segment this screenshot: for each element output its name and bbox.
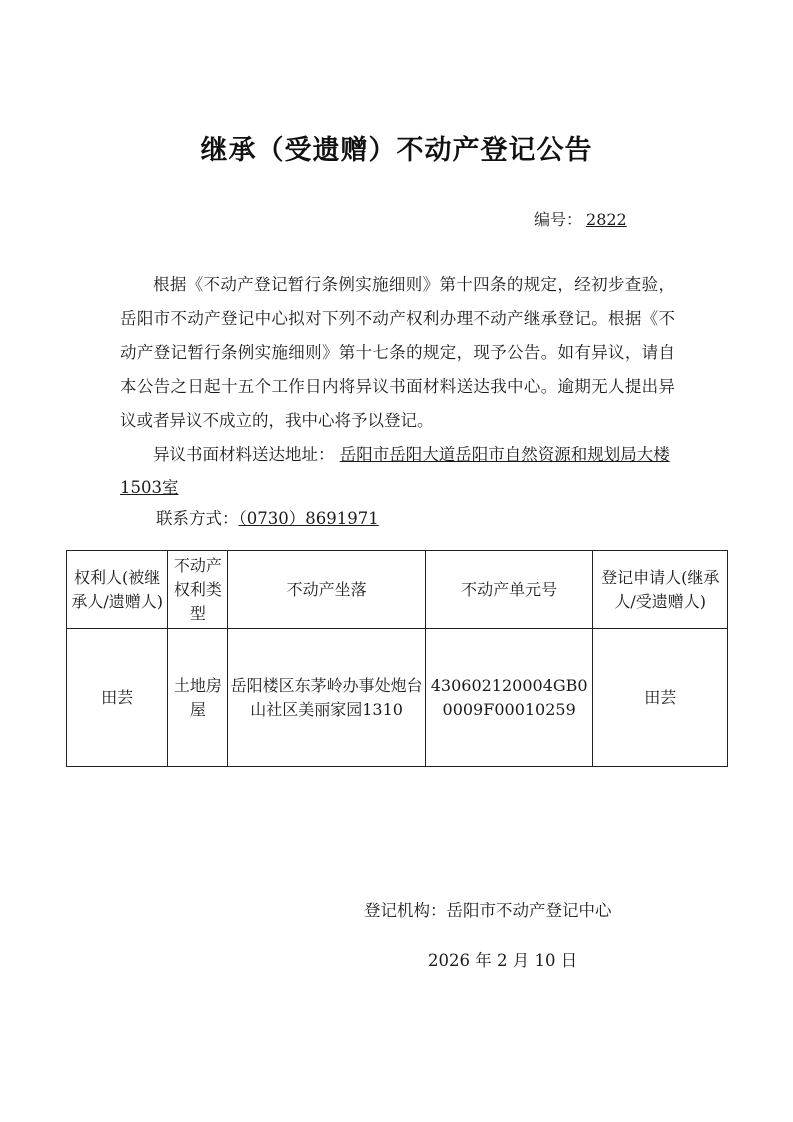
cell-location: 岳阳楼区东茅岭办事处炮台山社区美丽家园1310	[228, 629, 425, 767]
cell-right-type: 土地房屋	[168, 629, 228, 767]
cell-applicant: 田芸	[593, 629, 728, 767]
org-value: 岳阳市不动产登记中心	[446, 901, 612, 920]
objection-address	[120, 438, 675, 504]
address-label: 异议书面材料送达地址：	[153, 445, 335, 464]
header-unit-no: 不动产单元号	[425, 551, 593, 629]
header-applicant: 登记申请人(继承人/受遗赠人)	[593, 551, 728, 629]
cell-unit-no: 430602120004GB00009F00010259	[425, 629, 593, 767]
address-value: 岳阳市岳阳大道岳阳市自然资源和规划局大楼1503室	[120, 445, 670, 497]
table-row	[67, 629, 728, 767]
announcement-number	[534, 207, 627, 230]
org-label: 登记机构：	[364, 901, 447, 920]
contact-info	[156, 504, 379, 534]
header-holder: 权利人(被继承人/遗赠人)	[67, 551, 168, 629]
number-label: 编号：	[534, 210, 583, 229]
contact-value: （0730）8691971	[238, 509, 379, 528]
announcement-body: 根据《不动产登记暂行条例实施细则》第十四条的规定，经初步查验，岳阳市不动产登记中心拟对下列不动产权利办理不动产继承登记。根据《不动产登记暂行条例实施细则》第十七条的规定，现予公告。如有异议，请自本公告之日起十五个工作日内将异议书面材料送达我中心。逾期无人提出异议或者异议不成立的，我中心将予以登记。	[120, 275, 675, 430]
registration-authority	[364, 897, 612, 921]
page-title: 继承（受遗赠）不动产登记公告	[200, 135, 593, 166]
header-right-type: 不动产权利类型	[168, 551, 228, 629]
header-location: 不动产坐落	[228, 551, 425, 629]
cell-holder: 田芸	[67, 629, 168, 767]
registration-table	[66, 550, 728, 767]
table-header-row	[67, 551, 728, 629]
announcement-date: 2026 年 2 月 10 日	[428, 951, 578, 970]
number-value: 2822	[586, 210, 627, 229]
contact-label: 联系方式：	[156, 509, 239, 528]
